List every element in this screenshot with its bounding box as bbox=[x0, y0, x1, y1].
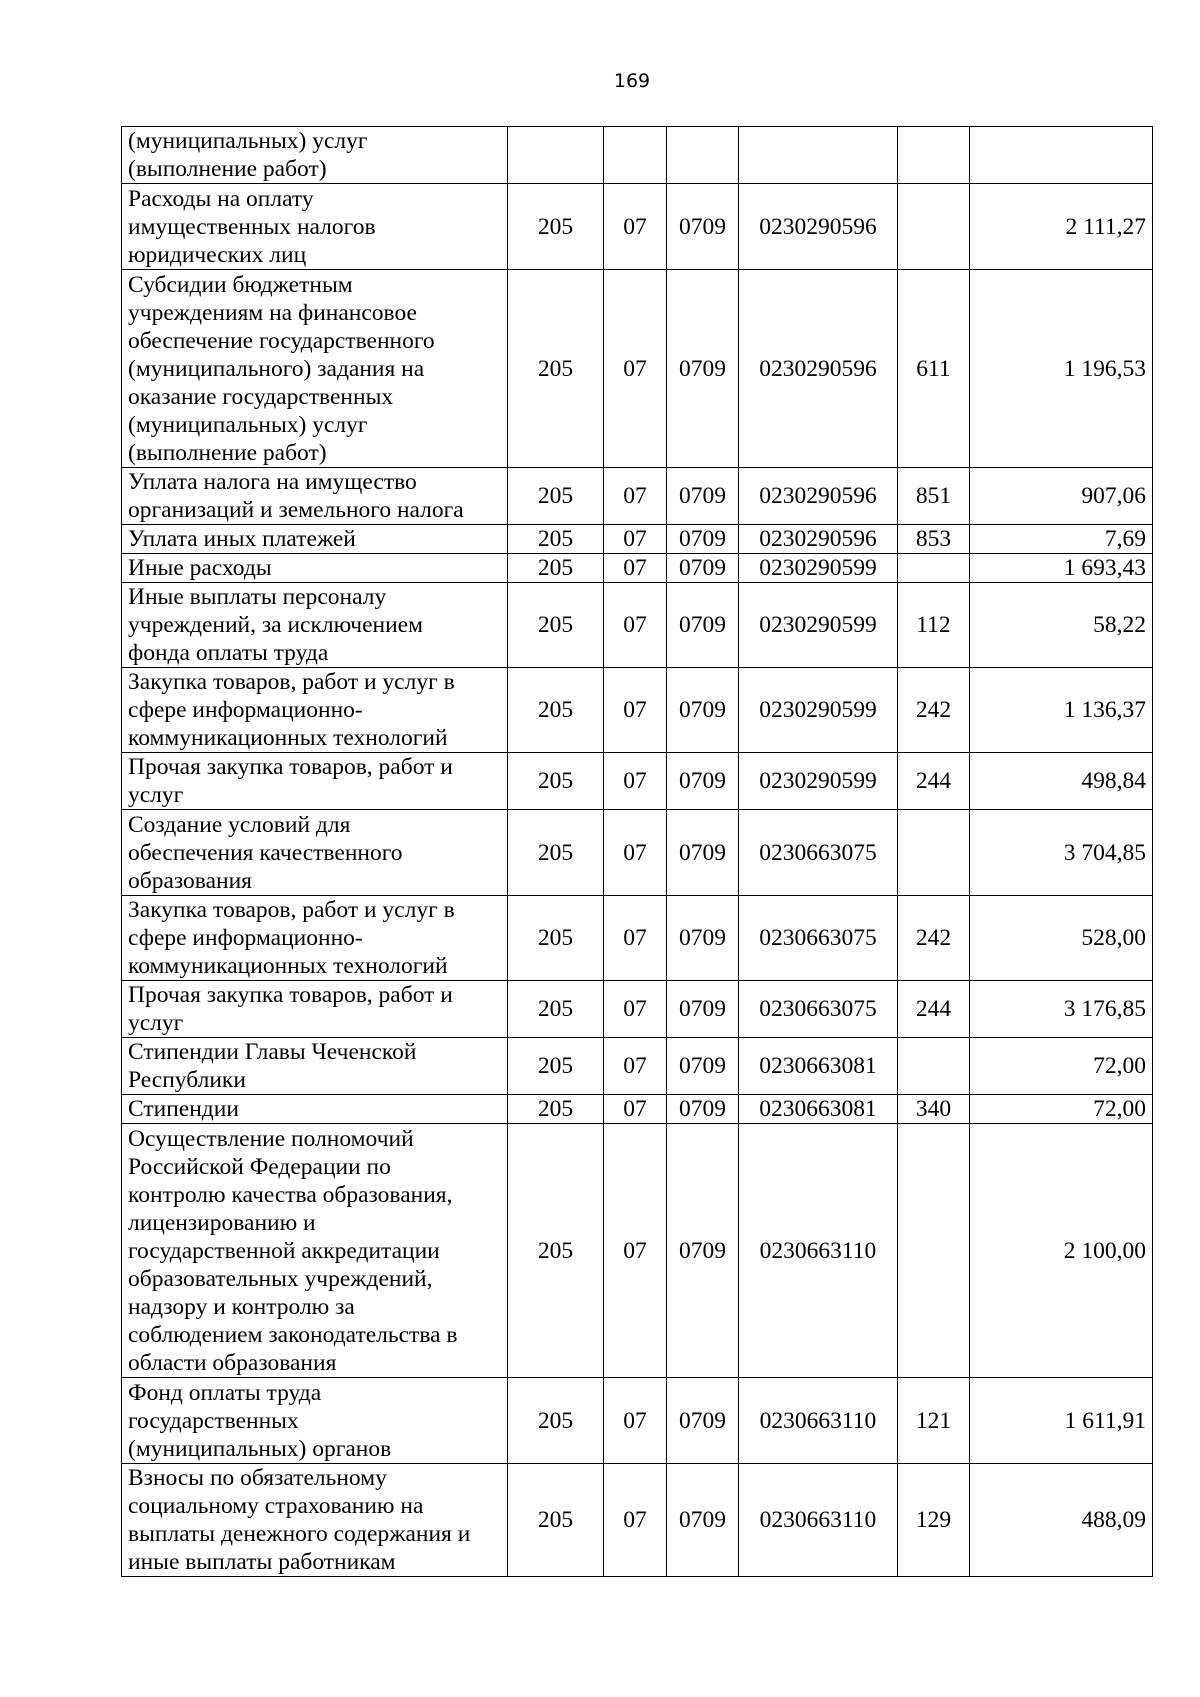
amount: 2 111,27 bbox=[970, 184, 1153, 270]
department-code: 205 bbox=[508, 468, 604, 525]
table-row bbox=[122, 896, 1153, 981]
subsection-code: 0709 bbox=[667, 1124, 739, 1378]
description-line: иные выплаты работникам bbox=[128, 1549, 396, 1575]
department-code: 205 bbox=[508, 1124, 604, 1378]
subsection-code: 0709 bbox=[667, 554, 739, 583]
row-description bbox=[122, 896, 508, 981]
description-line: организаций и земельного налога bbox=[128, 497, 464, 523]
subsection-code: 0709 bbox=[667, 1038, 739, 1095]
amount: 498,84 bbox=[970, 753, 1153, 810]
subsection-code: 0709 bbox=[667, 668, 739, 753]
target-article-code: 0230663081 bbox=[739, 1038, 898, 1095]
section-code: 07 bbox=[604, 583, 667, 668]
target-article-code: 0230290596 bbox=[739, 184, 898, 270]
amount: 1 196,53 bbox=[970, 270, 1153, 468]
description-line: учреждениям на финансовое bbox=[128, 299, 417, 326]
expense-type-code: 340 bbox=[898, 1095, 970, 1124]
amount: 72,00 bbox=[970, 1038, 1153, 1095]
description-line: контролю качества образования, bbox=[128, 1181, 453, 1208]
table-row bbox=[122, 810, 1153, 896]
expense-type-code bbox=[898, 1124, 970, 1378]
row-description bbox=[122, 753, 508, 810]
row-description bbox=[122, 554, 508, 583]
target-article-code: 0230290599 bbox=[739, 583, 898, 668]
description-line: услуг bbox=[128, 782, 184, 808]
amount: 2 100,00 bbox=[970, 1124, 1153, 1378]
description-line: (муниципальных) органов bbox=[128, 1435, 392, 1462]
table-row bbox=[122, 1464, 1153, 1577]
description-line: фонда оплаты труда bbox=[128, 640, 329, 666]
description-line: Осуществление полномочий bbox=[128, 1125, 414, 1152]
subsection-code bbox=[667, 127, 739, 184]
expense-type-code: 851 bbox=[898, 468, 970, 525]
description-line: (муниципального) задания на bbox=[128, 355, 425, 382]
description-line: области образования bbox=[128, 1349, 337, 1376]
department-code: 205 bbox=[508, 896, 604, 981]
section-code: 07 bbox=[604, 1464, 667, 1577]
section-code: 07 bbox=[604, 1124, 667, 1378]
section-code: 07 bbox=[604, 1378, 667, 1464]
table-row bbox=[122, 525, 1153, 554]
department-code: 205 bbox=[508, 1095, 604, 1124]
description-line: учреждений, за исключением bbox=[128, 612, 423, 638]
target-article-code: 0230290599 bbox=[739, 753, 898, 810]
department-code: 205 bbox=[508, 668, 604, 753]
description-line: Прочая закупка товаров, работ и bbox=[128, 754, 453, 780]
description-line: Взносы по обязательному bbox=[128, 1465, 387, 1491]
expense-type-code: 121 bbox=[898, 1378, 970, 1464]
department-code: 205 bbox=[508, 1378, 604, 1464]
subsection-code: 0709 bbox=[667, 1378, 739, 1464]
target-article-code: 0230663110 bbox=[739, 1464, 898, 1577]
table-row bbox=[122, 1124, 1153, 1378]
expense-type-code: 242 bbox=[898, 896, 970, 981]
section-code: 07 bbox=[604, 1038, 667, 1095]
description-line: обеспечение государственного bbox=[128, 327, 435, 354]
table-row bbox=[122, 753, 1153, 810]
target-article-code: 0230663075 bbox=[739, 981, 898, 1038]
section-code: 07 bbox=[604, 668, 667, 753]
description-line: коммуникационных технологий bbox=[128, 953, 448, 979]
description-line: обеспечения качественного bbox=[128, 839, 403, 866]
expense-type-code: 242 bbox=[898, 668, 970, 753]
description-line: Фонд оплаты труда bbox=[128, 1379, 322, 1406]
department-code: 205 bbox=[508, 583, 604, 668]
subsection-code: 0709 bbox=[667, 468, 739, 525]
section-code: 07 bbox=[604, 270, 667, 468]
page-number: 169 bbox=[613, 70, 651, 92]
description-line: Российской Федерации по bbox=[128, 1153, 391, 1180]
expense-type-code: 853 bbox=[898, 525, 970, 554]
target-article-code: 0230290596 bbox=[739, 270, 898, 468]
section-code: 07 bbox=[604, 554, 667, 583]
description-line: Закупка товаров, работ и услуг в bbox=[128, 897, 455, 923]
description-line: коммуникационных технологий bbox=[128, 725, 448, 751]
description-line: оказание государственных bbox=[128, 383, 394, 410]
department-code: 205 bbox=[508, 554, 604, 583]
subsection-code: 0709 bbox=[667, 583, 739, 668]
table-row bbox=[122, 1038, 1153, 1095]
table-row bbox=[122, 668, 1153, 753]
department-code: 205 bbox=[508, 1038, 604, 1095]
expense-type-code: 244 bbox=[898, 753, 970, 810]
description-line: соблюдением законодательства в bbox=[128, 1321, 458, 1348]
description-line: Иные выплаты персоналу bbox=[128, 584, 387, 610]
description-line: (муниципальных) услуг bbox=[128, 128, 368, 154]
description-line: выплаты денежного содержания и bbox=[128, 1521, 471, 1547]
amount: 7,69 bbox=[970, 525, 1153, 554]
description-line: государственной аккредитации bbox=[128, 1237, 440, 1264]
table-row bbox=[122, 981, 1153, 1038]
row-description bbox=[122, 184, 508, 270]
target-article-code: 0230290599 bbox=[739, 668, 898, 753]
amount: 1 611,91 bbox=[970, 1378, 1153, 1464]
target-article-code bbox=[739, 127, 898, 184]
description-line: (выполнение работ) bbox=[128, 156, 327, 182]
department-code: 205 bbox=[508, 525, 604, 554]
expense-type-code bbox=[898, 127, 970, 184]
description-line: социальному страхованию на bbox=[128, 1493, 424, 1519]
description-line: Субсидии бюджетным bbox=[128, 271, 353, 298]
target-article-code: 0230663110 bbox=[739, 1378, 898, 1464]
table-row bbox=[122, 1378, 1153, 1464]
section-code: 07 bbox=[604, 184, 667, 270]
department-code bbox=[508, 127, 604, 184]
row-description bbox=[122, 127, 508, 184]
description-line: лицензированию и bbox=[128, 1209, 316, 1236]
row-description bbox=[122, 468, 508, 525]
department-code: 205 bbox=[508, 981, 604, 1038]
table-row bbox=[122, 554, 1153, 583]
description-line: (муниципальных) услуг bbox=[128, 411, 368, 438]
subsection-code: 0709 bbox=[667, 270, 739, 468]
section-code: 07 bbox=[604, 1095, 667, 1124]
description-line: Иные расходы bbox=[128, 555, 272, 581]
row-description bbox=[122, 981, 508, 1038]
amount: 528,00 bbox=[970, 896, 1153, 981]
row-description bbox=[122, 1038, 508, 1095]
target-article-code: 0230663110 bbox=[739, 1124, 898, 1378]
amount: 488,09 bbox=[970, 1464, 1153, 1577]
description-line: юридических лиц bbox=[128, 241, 307, 268]
description-line: сфере информационно- bbox=[128, 925, 363, 951]
section-code: 07 bbox=[604, 468, 667, 525]
amount: 3 176,85 bbox=[970, 981, 1153, 1038]
expense-type-code bbox=[898, 1038, 970, 1095]
amount bbox=[970, 127, 1153, 184]
amount: 72,00 bbox=[970, 1095, 1153, 1124]
amount: 58,22 bbox=[970, 583, 1153, 668]
description-line: Стипендии bbox=[128, 1096, 239, 1122]
subsection-code: 0709 bbox=[667, 525, 739, 554]
description-line: Уплата налога на имущество bbox=[128, 469, 417, 495]
table-row bbox=[122, 127, 1153, 184]
department-code: 205 bbox=[508, 810, 604, 896]
description-line: сфере информационно- bbox=[128, 697, 363, 723]
amount: 907,06 bbox=[970, 468, 1153, 525]
row-description bbox=[122, 810, 508, 896]
section-code: 07 bbox=[604, 810, 667, 896]
subsection-code: 0709 bbox=[667, 981, 739, 1038]
row-description bbox=[122, 1378, 508, 1464]
target-article-code: 0230290596 bbox=[739, 525, 898, 554]
subsection-code: 0709 bbox=[667, 753, 739, 810]
description-line: имущественных налогов bbox=[128, 213, 376, 240]
description-line: Закупка товаров, работ и услуг в bbox=[128, 669, 455, 695]
section-code: 07 bbox=[604, 753, 667, 810]
expense-type-code bbox=[898, 554, 970, 583]
expense-type-code: 611 bbox=[898, 270, 970, 468]
row-description bbox=[122, 1464, 508, 1577]
target-article-code: 0230290599 bbox=[739, 554, 898, 583]
description-line: государственных bbox=[128, 1407, 299, 1434]
description-line: Создание условий для bbox=[128, 811, 351, 838]
table-row bbox=[122, 583, 1153, 668]
description-line: Уплата иных платежей bbox=[128, 526, 356, 552]
budget-table bbox=[121, 126, 1153, 1577]
expense-type-code bbox=[898, 810, 970, 896]
expense-type-code bbox=[898, 184, 970, 270]
section-code: 07 bbox=[604, 896, 667, 981]
description-line: (выполнение работ) bbox=[128, 439, 327, 466]
row-description bbox=[122, 583, 508, 668]
section-code: 07 bbox=[604, 525, 667, 554]
row-description bbox=[122, 1124, 508, 1378]
subsection-code: 0709 bbox=[667, 1464, 739, 1577]
description-line: Республики bbox=[128, 1067, 246, 1093]
department-code: 205 bbox=[508, 270, 604, 468]
subsection-code: 0709 bbox=[667, 810, 739, 896]
table-row bbox=[122, 1095, 1153, 1124]
description-line: образования bbox=[128, 867, 252, 894]
table-row bbox=[122, 270, 1153, 468]
amount: 1 136,37 bbox=[970, 668, 1153, 753]
row-description bbox=[122, 668, 508, 753]
amount: 1 693,43 bbox=[970, 554, 1153, 583]
description-line: Расходы на оплату bbox=[128, 185, 314, 212]
description-line: Прочая закупка товаров, работ и bbox=[128, 982, 453, 1008]
subsection-code: 0709 bbox=[667, 184, 739, 270]
expense-type-code: 244 bbox=[898, 981, 970, 1038]
target-article-code: 0230663081 bbox=[739, 1095, 898, 1124]
section-code: 07 bbox=[604, 981, 667, 1038]
row-description bbox=[122, 1095, 508, 1124]
row-description bbox=[122, 525, 508, 554]
description-line: надзору и контролю за bbox=[128, 1293, 355, 1320]
description-line: услуг bbox=[128, 1010, 184, 1036]
table-row bbox=[122, 184, 1153, 270]
description-line: образовательных учреждений, bbox=[128, 1265, 433, 1292]
description-line: Стипендии Главы Чеченской bbox=[128, 1039, 417, 1065]
expense-type-code: 129 bbox=[898, 1464, 970, 1577]
target-article-code: 0230290596 bbox=[739, 468, 898, 525]
subsection-code: 0709 bbox=[667, 896, 739, 981]
department-code: 205 bbox=[508, 753, 604, 810]
department-code: 205 bbox=[508, 1464, 604, 1577]
department-code: 205 bbox=[508, 184, 604, 270]
expense-type-code: 112 bbox=[898, 583, 970, 668]
table-row bbox=[122, 468, 1153, 525]
subsection-code: 0709 bbox=[667, 1095, 739, 1124]
row-description bbox=[122, 270, 508, 468]
amount: 3 704,85 bbox=[970, 810, 1153, 896]
target-article-code: 0230663075 bbox=[739, 810, 898, 896]
section-code bbox=[604, 127, 667, 184]
target-article-code: 0230663075 bbox=[739, 896, 898, 981]
table-body bbox=[122, 127, 1153, 1577]
